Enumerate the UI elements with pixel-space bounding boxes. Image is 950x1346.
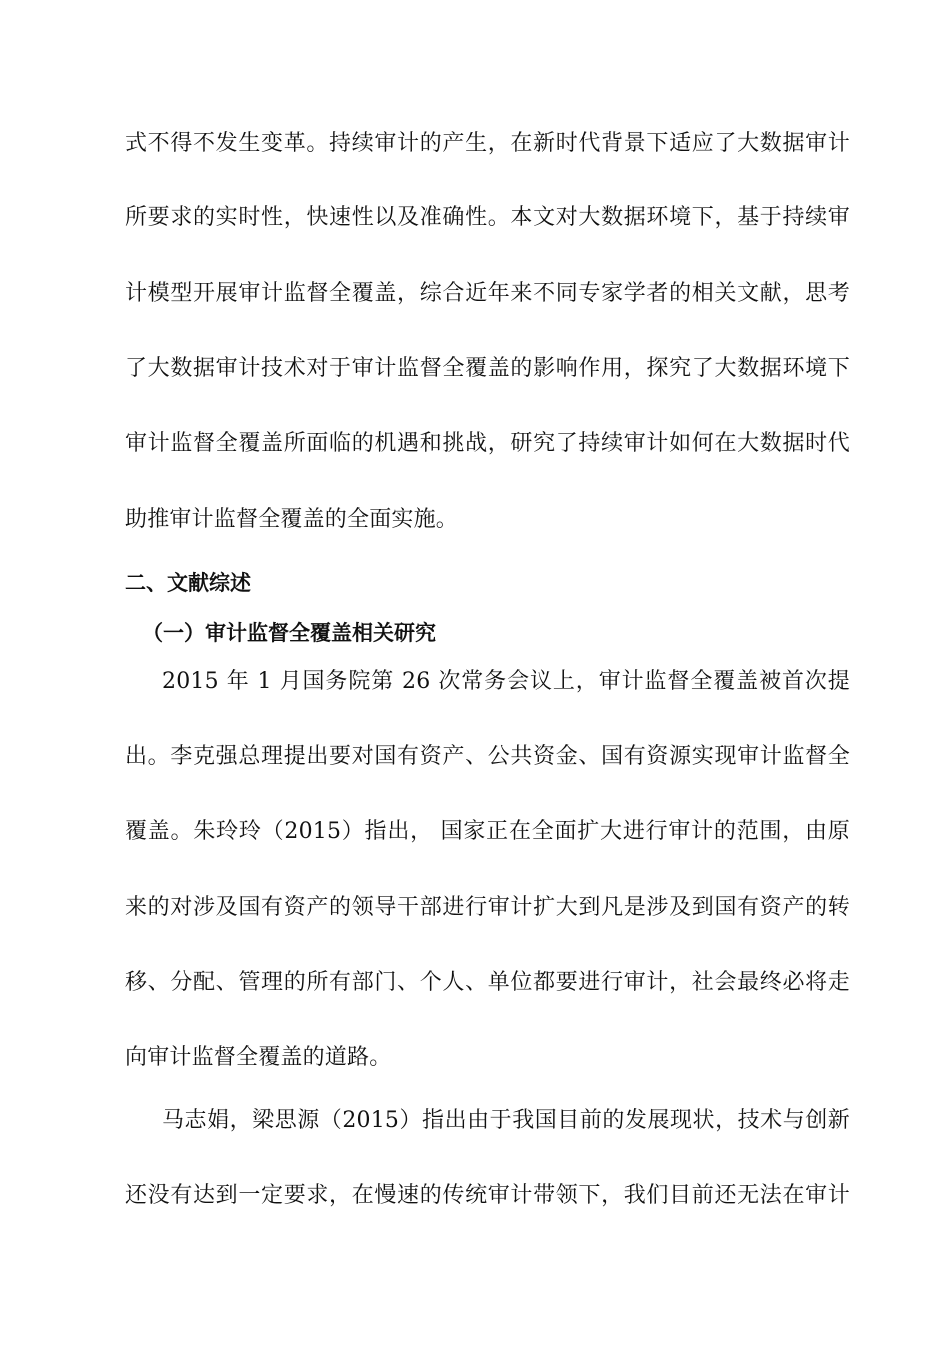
paragraph-2-line-2: 出。李克强总理提出要对国有资产、公共资金、国有资源实现审计监督全 [125, 744, 850, 769]
paragraph-2-line-4: 来的对涉及国有资产的领导干部进行审计扩大到凡是涉及到国有资产的转 [125, 895, 850, 920]
paragraph-1-line-1: 式不得不发生变革。持续审计的产生，在新时代背景下适应了大数据审计 [125, 131, 850, 156]
paragraph-1-line-3: 计模型开展审计监督全覆盖，综合近年来不同专家学者的相关文献，思考 [125, 281, 850, 306]
paragraph-2-line-6: 向审计监督全覆盖的道路。 [125, 1045, 392, 1070]
paragraph-2-line-5: 移、分配、管理的所有部门、个人、单位都要进行审计，社会最终必将走 [125, 970, 850, 995]
paragraph-1-line-4: 了大数据审计技术对于审计监督全覆盖的影响作用，探究了大数据环境下 [125, 356, 850, 381]
paragraph-2-line-1: 2015 年 1 月国务院第 26 次常务会议上，审计监督全覆盖被首次提 [162, 669, 850, 694]
paragraph-1-line-6: 助推审计监督全覆盖的全面实施。 [125, 507, 459, 532]
subsection-heading: （一）审计监督全覆盖相关研究 [142, 621, 436, 645]
paragraph-1-line-5: 审计监督全覆盖所面临的机遇和挑战，研究了持续审计如何在大数据时代 [125, 431, 850, 456]
paragraph-1-line-2: 所要求的实时性，快速性以及准确性。本文对大数据环境下，基于持续审 [125, 205, 850, 230]
paragraph-3-line-1: 马志娟，梁思源（2015）指出由于我国目前的发展现状，技术与创新 [162, 1108, 850, 1133]
paragraph-3-line-2: 还没有达到一定要求，在慢速的传统审计带领下，我们目前还无法在审计 [125, 1183, 850, 1208]
section-heading: 二、文献综述 [125, 571, 251, 595]
paragraph-2-line-3: 覆盖。朱玲玲（2015）指出， 国家正在全面扩大进行审计的范围，由原 [125, 819, 850, 844]
